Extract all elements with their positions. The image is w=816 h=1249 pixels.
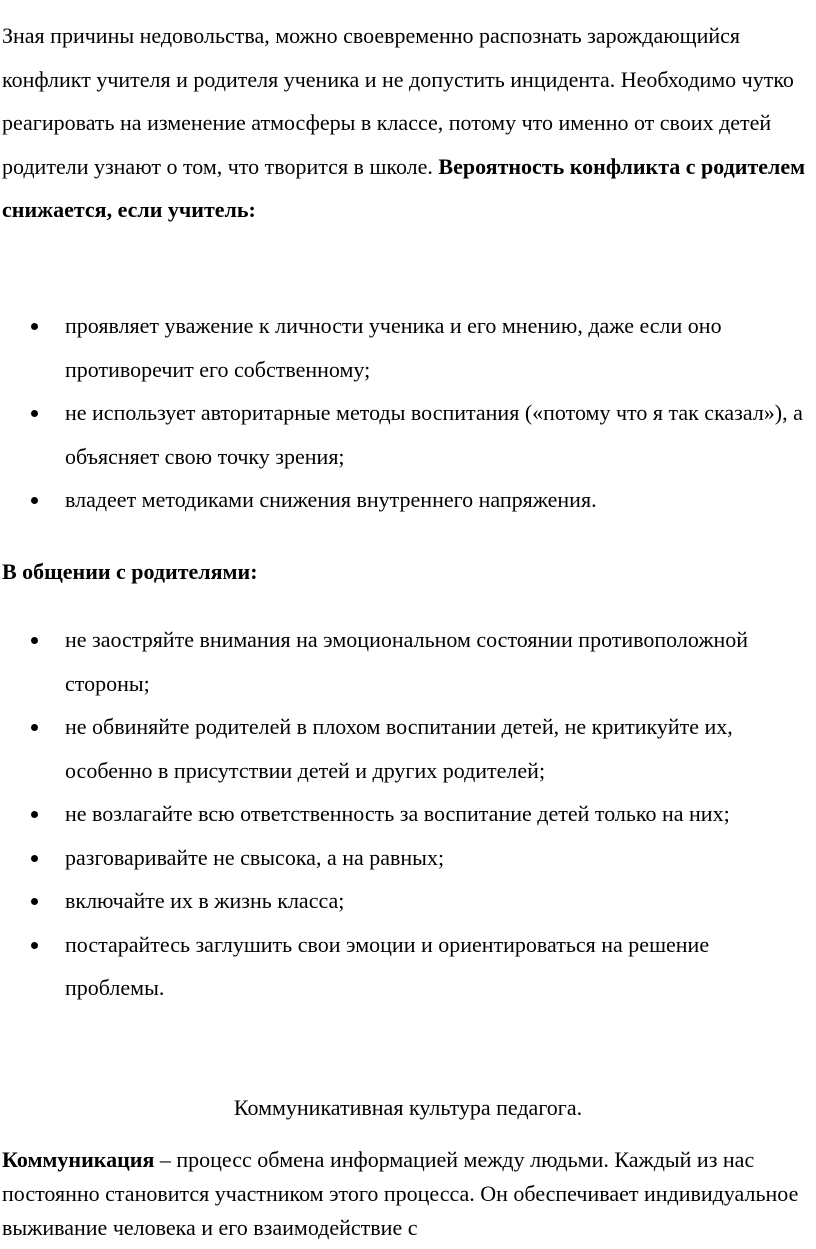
communication-text: – процесс обмена информацией между людьми. Каждый из нас постоянно становится участником этого процесса. Он обеспечивает индивидуальное выживание человека и его взаимодействие с bbox=[2, 1147, 799, 1240]
list-item bbox=[0, 705, 816, 792]
list-item-text: проявляет уважение к личности ученика и его мнению, даже если оно противоречит его собственному; bbox=[65, 313, 722, 382]
bullet-icon bbox=[31, 898, 38, 905]
list-item-text: не заостряйте внимания на эмоциональном состоянии противоположной стороны; bbox=[65, 627, 749, 696]
communication-paragraph bbox=[2, 1143, 814, 1245]
list-item bbox=[0, 391, 816, 478]
bullet-icon bbox=[31, 724, 38, 731]
intro-bold-text: Вероятность конфликта с родителем снижается, если учитель: bbox=[2, 153, 806, 222]
teacher-qualities-list bbox=[0, 304, 816, 522]
list-item-text: разговаривайте не свысока, а на равных; bbox=[65, 844, 445, 870]
section-caption: Коммуникативная культура педагога. bbox=[233, 1095, 583, 1120]
list-item bbox=[0, 836, 816, 880]
section-heading: В общении с родителями: bbox=[2, 559, 258, 584]
list-item bbox=[0, 304, 816, 391]
intro-paragraph bbox=[2, 14, 814, 232]
list-item-text: не обвиняйте родителей в плохом воспитании детей, не критикуйте их, особенно в присутствии детей и других родителей; bbox=[65, 714, 733, 783]
bullet-icon bbox=[31, 410, 38, 417]
list-item-text: не использует авторитарные методы воспитания («потому что я так сказал»), а объясняет свою точку зрения; bbox=[65, 400, 803, 469]
list-item bbox=[0, 879, 816, 923]
bullet-icon bbox=[31, 637, 38, 644]
parent-communication-list bbox=[0, 618, 816, 1010]
list-item bbox=[0, 923, 816, 1010]
bullet-icon bbox=[31, 323, 38, 330]
list-item bbox=[0, 618, 816, 705]
list-item-text: владеет методиками снижения внутреннего напряжения. bbox=[65, 487, 597, 512]
list-item-text: не возлагайте всю ответственность за воспитание детей только на них; bbox=[65, 801, 730, 826]
list-item bbox=[0, 792, 816, 836]
bullet-icon bbox=[31, 855, 38, 862]
list-item-text: включайте их в жизнь класса; bbox=[65, 888, 345, 913]
bullet-icon bbox=[31, 942, 38, 949]
list-item bbox=[0, 478, 816, 522]
bullet-icon bbox=[31, 811, 38, 818]
list-item-text: постарайтесь заглушить свои эмоции и ориентироваться на решение проблемы. bbox=[65, 931, 710, 1000]
communication-term: Коммуникация bbox=[2, 1147, 155, 1172]
bullet-icon bbox=[31, 497, 38, 504]
intro-text: Зная причины недовольства, можно своевременно распознать зарождающийся конфликт учителя и родителя ученика и не допустить инцидента. Необходимо чутко реагировать на изменение атмосферы в классе, потому что именно от своих детей родители узнают о том, что творится в школе. bbox=[2, 23, 794, 179]
